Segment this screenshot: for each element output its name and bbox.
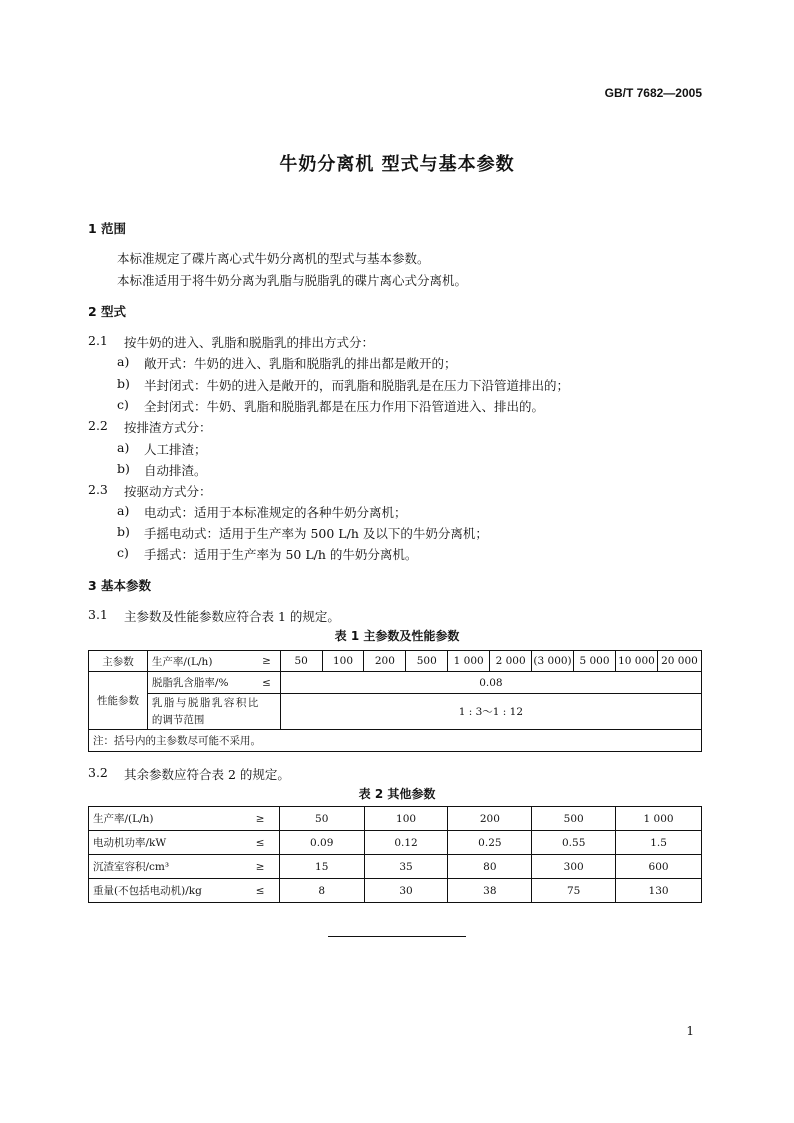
ratio-label bbox=[147, 694, 280, 730]
main-param-label: 主参数 bbox=[89, 651, 148, 672]
clause-text: 按排渣方式分： bbox=[124, 420, 212, 435]
clause-number: 3.1 bbox=[88, 607, 108, 622]
rate-value: 1 000 bbox=[448, 651, 490, 672]
table-row bbox=[89, 672, 702, 694]
table-cell: 0.25 bbox=[448, 831, 532, 855]
table-cell: 0.55 bbox=[532, 831, 616, 855]
table-cell: 0.09 bbox=[279, 831, 364, 855]
table-cell: 15 bbox=[279, 855, 364, 879]
table-row bbox=[89, 730, 702, 752]
list-item: 半封闭式：牛奶的进入是敞开的，而乳脂和脱脂乳是在压力下沿管道排出的； bbox=[144, 378, 570, 393]
table-cell: 130 bbox=[616, 879, 702, 903]
list-marker: b) bbox=[117, 524, 130, 539]
table-row bbox=[89, 651, 702, 672]
ratio-value: 1 : 3～1 : 12 bbox=[280, 694, 701, 730]
list-item: 全封闭式：牛奶、乳脂和脱脂乳都是在压力作用下沿管道进入、排出的。 bbox=[144, 399, 545, 414]
rate-value: 50 bbox=[280, 651, 322, 672]
section-3-heading: 3 基本参数 bbox=[88, 578, 152, 593]
clause-number: 3.2 bbox=[88, 765, 108, 780]
ge-symbol: ≥ bbox=[253, 651, 280, 672]
rate-value: 10 000 bbox=[615, 651, 657, 672]
section-1-para-1: 本标准规定了碟片离心式牛奶分离机的型式与基本参数。 bbox=[117, 251, 430, 266]
table-2-caption: 表 2 其他参数 bbox=[358, 787, 436, 801]
clause-number: 2.2 bbox=[88, 418, 108, 433]
table-cell: 600 bbox=[616, 855, 702, 879]
list-item: 电动式：适用于本标准规定的各种牛奶分离机； bbox=[144, 505, 407, 520]
list-marker: b) bbox=[117, 376, 130, 391]
table-cell: 30 bbox=[364, 879, 448, 903]
fat-content-value: 0.08 bbox=[280, 672, 701, 694]
list-marker: b) bbox=[117, 461, 130, 476]
table-cell: 35 bbox=[364, 855, 448, 879]
table-cell: 1 000 bbox=[616, 807, 702, 831]
clause-text: 主参数及性能参数应符合表 1 的规定。 bbox=[124, 609, 340, 624]
list-marker: c) bbox=[117, 545, 129, 560]
list-item: 手摇电动式：适用于生产率为 500 L/h 及以下的牛奶分离机； bbox=[144, 526, 488, 541]
table-1-note: 注：括号内的主参数尽可能不采用。 bbox=[89, 730, 702, 752]
table-row bbox=[89, 831, 702, 855]
table-row bbox=[89, 807, 702, 831]
list-marker: a) bbox=[117, 440, 130, 455]
clause-text: 其余参数应符合表 2 的规定。 bbox=[124, 767, 290, 782]
row-label: 生产率/(L/h) bbox=[89, 807, 242, 831]
row-symbol: ≥ bbox=[241, 855, 279, 879]
table-row bbox=[89, 694, 702, 730]
list-marker: a) bbox=[117, 503, 130, 518]
table-cell: 200 bbox=[448, 807, 532, 831]
end-rule bbox=[328, 936, 466, 937]
table-1-caption: 表 1 主参数及性能参数 bbox=[334, 629, 460, 643]
ratio-label-line-1: 乳脂与脱脂乳容积比 bbox=[151, 696, 260, 709]
perf-param-label: 性能参数 bbox=[89, 672, 148, 730]
rate-label: 生产率/(L/h) bbox=[147, 651, 253, 672]
clause-number: 2.3 bbox=[88, 482, 108, 497]
table-row bbox=[89, 855, 702, 879]
rate-value: 2 000 bbox=[490, 651, 532, 672]
table-2 bbox=[88, 806, 702, 903]
ratio-label-line-2: 的调节范围 bbox=[151, 713, 205, 726]
table-cell: 50 bbox=[279, 807, 364, 831]
list-item: 人工排渣； bbox=[144, 442, 207, 457]
rate-value: 5 000 bbox=[574, 651, 616, 672]
row-symbol: ≤ bbox=[241, 831, 279, 855]
table-cell: 0.12 bbox=[364, 831, 448, 855]
list-marker: c) bbox=[117, 397, 129, 412]
list-item: 手摇式：适用于生产率为 50 L/h 的牛奶分离机。 bbox=[144, 547, 418, 562]
document-title: 牛奶分离机 型式与基本参数 bbox=[279, 154, 515, 175]
table-cell: 100 bbox=[364, 807, 448, 831]
rate-value: 20 000 bbox=[657, 651, 701, 672]
standard-number: GB/T 7682—2005 bbox=[604, 86, 702, 100]
table-cell: 8 bbox=[279, 879, 364, 903]
row-label: 沉渣室容积/cm³ bbox=[89, 855, 242, 879]
table-1 bbox=[88, 650, 702, 752]
table-cell: 300 bbox=[532, 855, 616, 879]
row-label: 电动机功率/kW bbox=[89, 831, 242, 855]
table-cell: 1.5 bbox=[616, 831, 702, 855]
section-1-para-2: 本标准适用于将牛奶分离为乳脂与脱脂乳的碟片离心式分离机。 bbox=[117, 273, 468, 288]
clause-number: 2.1 bbox=[88, 333, 108, 348]
clause-text: 按牛奶的进入、乳脂和脱脂乳的排出方式分： bbox=[124, 335, 375, 350]
page-number: 1 bbox=[686, 1024, 694, 1038]
table-cell: 500 bbox=[532, 807, 616, 831]
list-item: 敞开式：牛奶的进入、乳脂和脱脂乳的排出都是敞开的； bbox=[144, 356, 457, 371]
fat-content-label: 脱脂乳含脂率/% bbox=[147, 672, 253, 694]
row-symbol: ≥ bbox=[241, 807, 279, 831]
row-symbol: ≤ bbox=[241, 879, 279, 903]
table-cell: 80 bbox=[448, 855, 532, 879]
list-item: 自动排渣。 bbox=[144, 463, 207, 478]
table-row bbox=[89, 879, 702, 903]
le-symbol: ≤ bbox=[253, 672, 280, 694]
row-label: 重量(不包括电动机)/kg bbox=[89, 879, 242, 903]
section-1-heading: 1 范围 bbox=[88, 221, 127, 236]
list-marker: a) bbox=[117, 354, 130, 369]
clause-text: 按驱动方式分： bbox=[124, 484, 212, 499]
table-cell: 38 bbox=[448, 879, 532, 903]
rate-value: 500 bbox=[406, 651, 448, 672]
rate-value: 100 bbox=[322, 651, 364, 672]
section-2-heading: 2 型式 bbox=[88, 304, 127, 319]
table-cell: 75 bbox=[532, 879, 616, 903]
rate-value: 200 bbox=[364, 651, 406, 672]
rate-value: (3 000) bbox=[532, 651, 574, 672]
